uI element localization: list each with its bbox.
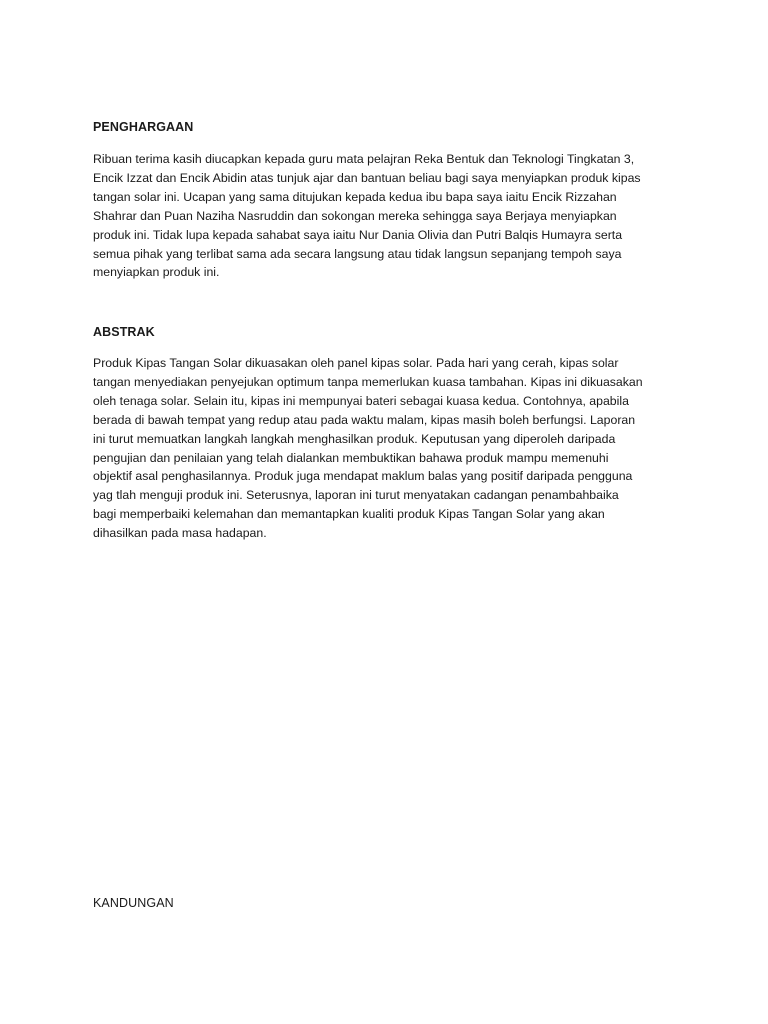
paragraph-line: Shahrar dan Puan Naziha Nasruddin dan sokongan mereka sehingga saya Berjaya menyiapkan xyxy=(93,208,617,223)
abstrak-heading: ABSTRAK xyxy=(93,325,155,339)
paragraph-line: pengujian dan penilaian yang telah dialankan membuktikan bahawa produk mampu memenuhi xyxy=(93,450,609,465)
paragraph-line: oleh tenaga solar. Selain itu, kipas ini mempunyai bateri sebagai kuasa kedua. Contohnya, apabila xyxy=(93,393,629,408)
paragraph-line: Produk Kipas Tangan Solar dikuasakan oleh panel kipas solar. Pada hari yang cerah, kipas solar xyxy=(93,356,619,370)
paragraph-line: ini turut memuatkan langkah langkah menghasilkan produk. Keputusan yang diperoleh daripada xyxy=(93,431,616,446)
paragraph-line: produk ini. Tidak lupa kepada sahabat saya iaitu Nur Dania Olivia dan Putri Balqis Humayra serta xyxy=(93,227,623,242)
penghargaan-heading: PENGHARGAAN xyxy=(93,120,194,134)
paragraph-line: berada di bawah tempat yang redup atau pada waktu malam, kipas masih boleh berfungsi. Laporan xyxy=(93,412,636,427)
paragraph-line: menyiapkan produk ini. xyxy=(93,265,220,280)
paragraph-line: tangan solar ini. Ucapan yang sama ditujukan kepada kedua ibu bapa saya iaitu Encik Rizzahan xyxy=(93,189,617,204)
paragraph-line: bagi memperbaiki kelemahan dan memantapkan kualiti produk Kipas Tangan Solar yang akan xyxy=(93,507,605,522)
paragraph-line: semua pihak yang terlibat sama ada secara langsung atau tidak langsun sepanjang tempoh saya xyxy=(93,246,622,261)
paragraph-line: dihasilkan pada masa hadapan. xyxy=(93,526,267,541)
paragraph-line: Encik Izzat dan Encik Abidin atas tunjuk ajar dan bantuan beliau bagi saya menyiapkan produk kipas xyxy=(93,170,641,185)
penghargaan-paragraph xyxy=(93,150,683,282)
kandungan-heading: KANDUNGAN xyxy=(93,896,174,910)
paragraph-line: tangan menyediakan penyejukan optimum tanpa memerlukan kuasa tambahan. Kipas ini dikuasakan xyxy=(93,374,643,389)
paragraph-line: yag tlah menguji produk ini. Seterusnya, laporan ini turut menyatakan cadangan penambahbaika xyxy=(93,488,619,503)
paragraph-line: objektif asal penghasilannya. Produk juga mendapat maklum balas yang positif daripada pengguna xyxy=(93,469,633,484)
abstrak-paragraph xyxy=(93,354,683,543)
paragraph-line: Ribuan terima kasih diucapkan kepada guru mata pelajran Reka Bentuk dan Teknologi Tingkatan 3, xyxy=(93,152,635,166)
